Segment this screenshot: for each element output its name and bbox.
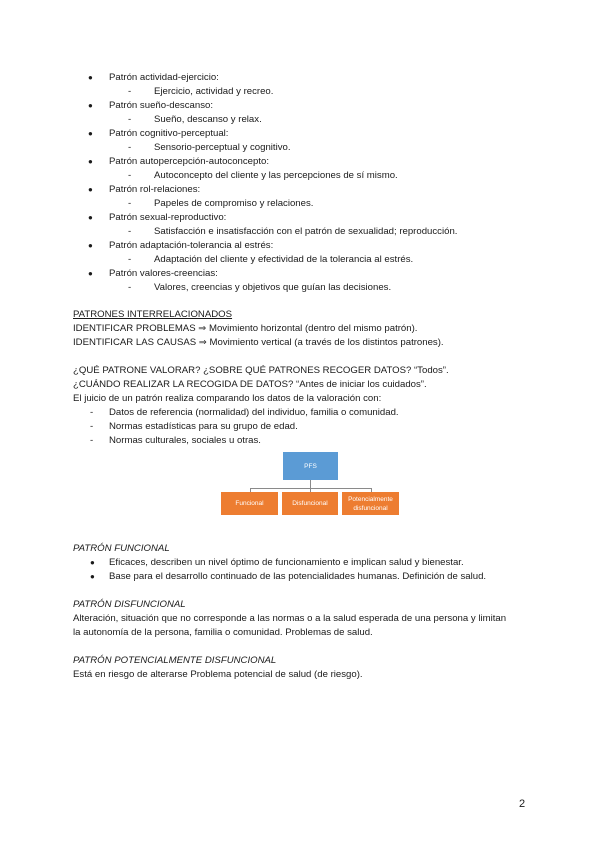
dysfunctional-heading: PATRÓN DISFUNCIONAL xyxy=(73,599,186,610)
functional-heading: PATRÓN FUNCIONAL xyxy=(73,543,170,554)
question-1: ¿QUÉ PATRONE VALORAR? ¿SOBRE QUÉ PATRONES RECOGER DATOS? “Todos”. xyxy=(73,365,449,376)
diagram-connector xyxy=(250,488,372,489)
pattern-label: Patrón cognitivo-perceptual: xyxy=(109,128,229,139)
pattern-description: Autoconcepto del cliente y las percepciones de sí mismo. xyxy=(154,170,398,181)
page-number: 2 xyxy=(519,798,526,810)
diagram-child-potencial: Potencialmente disfuncional xyxy=(342,492,399,515)
pattern-label: Patrón actividad-ejercicio: xyxy=(109,72,219,83)
list-item xyxy=(88,238,548,266)
pattern-label: Patrón valores-creencias: xyxy=(109,268,218,279)
list-item xyxy=(88,182,548,210)
pattern-description: Sensorio-perceptual y cognitivo. xyxy=(154,142,291,153)
list-item xyxy=(88,210,548,238)
pattern-description: Valores, creencias y objetivos que guían las decisiones. xyxy=(154,282,392,293)
list-item: Base para el desarrollo continuado de las potencialidades humanas. Definición de salud. xyxy=(109,571,487,582)
pattern-label: Patrón sueño-descanso: xyxy=(109,100,213,111)
pattern-description: Adaptación del cliente y efectividad de la tolerancia al estrés. xyxy=(154,254,414,265)
bullet-icon: ● xyxy=(88,185,93,194)
dash-icon: - xyxy=(128,226,132,237)
comparison-intro: El juicio de un patrón realiza comparando los datos de la valoración con: xyxy=(73,393,382,404)
dash-icon: - xyxy=(90,407,94,418)
list-item: Normas culturales, sociales u otras. xyxy=(109,435,261,446)
dash-icon: - xyxy=(90,435,94,446)
bullet-icon: ● xyxy=(90,572,95,581)
pattern-label: Patrón rol-relaciones: xyxy=(109,184,201,195)
pattern-label: Patrón autopercepción-autoconcepto: xyxy=(109,156,270,167)
pattern-label: Patrón sexual-reproductivo: xyxy=(109,212,227,223)
dash-icon: - xyxy=(128,114,132,125)
interrelated-line-1: IDENTIFICAR PROBLEMAS ⇒ Movimiento horizontal (dentro del mismo patrón). xyxy=(73,323,418,334)
dysfunctional-line-2: la autonomía de la persona, familia o comunidad. Problemas de salud. xyxy=(73,627,373,638)
pattern-description: Satisfacción e insatisfacción con el patrón de sexualidad; reproducción. xyxy=(154,226,458,237)
list-item xyxy=(88,126,548,154)
bullet-icon: ● xyxy=(88,241,93,250)
pattern-description: Papeles de compromiso y relaciones. xyxy=(154,198,314,209)
diagram-root-box: PFS xyxy=(283,452,338,480)
pattern-label: Patrón adaptación-tolerancia al estrés: xyxy=(109,240,274,251)
bullet-icon: ● xyxy=(88,101,93,110)
potential-line-1: Está en riesgo de alterarse Problema potencial de salud (de riesgo). xyxy=(73,669,363,680)
list-item: Eficaces, describen un nivel óptimo de funcionamiento e implican salud y bienestar. xyxy=(109,557,464,568)
question-2: ¿CUÁNDO REALIZAR LA RECOGIDA DE DATOS? “Antes de iniciar los cuidados”. xyxy=(73,379,427,390)
pattern-description: Ejercicio, actividad y recreo. xyxy=(154,86,274,97)
dysfunctional-line-1: Alteración, situación que no corresponde a las normas o a la salud esperada de una persona y limitan xyxy=(73,613,507,624)
pattern-description: Sueño, descanso y relax. xyxy=(154,114,262,125)
diagram-child-disfuncional: Disfuncional xyxy=(282,492,338,515)
list-item xyxy=(88,70,548,98)
list-item xyxy=(88,266,548,294)
interrelated-line-2: IDENTIFICAR LAS CAUSAS ⇒ Movimiento vertical (a través de los distintos patrones). xyxy=(73,337,444,348)
dash-icon: - xyxy=(128,86,132,97)
dash-icon: - xyxy=(128,198,132,209)
diagram-child-funcional: Funcional xyxy=(221,492,278,515)
bullet-icon: ● xyxy=(88,129,93,138)
list-item: Datos de referencia (normalidad) del individuo, familia o comunidad. xyxy=(109,407,399,418)
bullet-icon: ● xyxy=(90,558,95,567)
bullet-icon: ● xyxy=(88,157,93,166)
diagram-connector xyxy=(310,480,311,488)
list-item xyxy=(88,154,548,182)
interrelated-heading: PATRONES INTERRELACIONADOS xyxy=(73,309,233,320)
dash-icon: - xyxy=(128,282,132,293)
list-item: Normas estadísticas para su grupo de edad. xyxy=(109,421,298,432)
patterns-list xyxy=(88,70,548,294)
bullet-icon: ● xyxy=(88,213,93,222)
dash-icon: - xyxy=(128,142,132,153)
dash-icon: - xyxy=(90,421,94,432)
dash-icon: - xyxy=(128,254,132,265)
potential-heading: PATRÓN POTENCIALMENTE DISFUNCIONAL xyxy=(73,655,277,666)
bullet-icon: ● xyxy=(88,73,93,82)
dash-icon: - xyxy=(128,170,132,181)
bullet-icon: ● xyxy=(88,269,93,278)
list-item xyxy=(88,98,548,126)
